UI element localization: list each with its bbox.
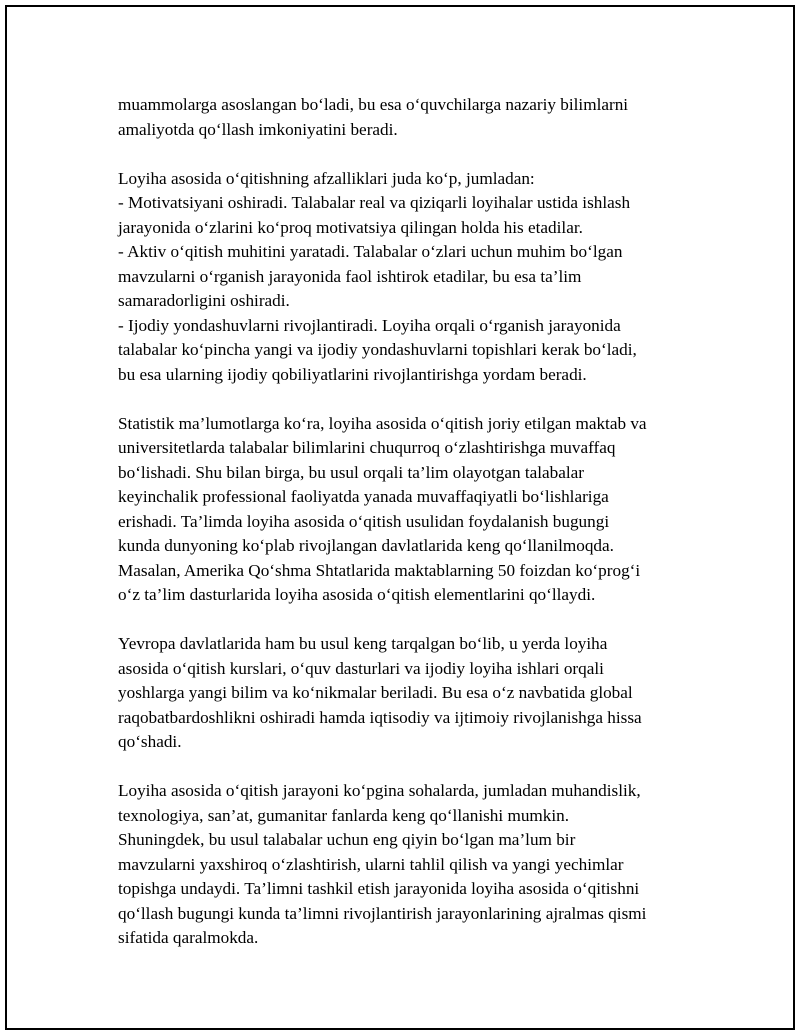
text-line: samaradorligini oshiradi.: [118, 291, 290, 310]
text-line: Loyiha asosida o‘qitish jarayoni ko‘pgina sohalarda, jumladan muhandislik,: [118, 781, 641, 800]
text-line: jarayonida o‘zlarini ko‘proq motivatsiya qilingan holda his etadilar.: [118, 217, 583, 237]
text-line: qo‘llash bugungi kunda ta’limni rivojlantirish jarayonlarining ajralmas qismi: [118, 903, 647, 923]
text-line: universitetlarda talabalar bilimlarini chuqurroq o‘zlashtirishga muvaffaq: [118, 438, 616, 457]
paragraph: [118, 93, 708, 142]
document-body: [118, 93, 708, 975]
text-line: qo‘shadi.: [118, 732, 182, 751]
text-line: asosida o‘qitish kurslari, o‘quv dasturlari va ijodiy loyiha ishlari orqali: [118, 658, 604, 678]
paragraph: [118, 779, 708, 951]
text-line: muammolarga asoslangan bo‘ladi, bu esa o‘quvchilarga nazariy bilimlarni: [118, 95, 629, 114]
text-line: - Motivatsiyani oshiradi. Talabalar real va qiziqarli loyihalar ustida ishlash: [118, 193, 631, 212]
text-line: - Aktiv o‘qitish muhitini yaratadi. Talabalar o‘zlari uchun muhim bo‘lgan: [118, 242, 623, 261]
text-line: keyinchalik professional faoliyatda yanada muvaffaqiyatli bo‘lishlariga: [118, 487, 609, 506]
text-line: kunda dunyoning ko‘plab rivojlangan davlatlarida keng qo‘llanilmoqda.: [118, 536, 614, 555]
text-line: talabalar ko‘pincha yangi va ijodiy yondashuvlarni topishlari kerak bo‘ladi,: [118, 340, 637, 359]
text-line: topishga undaydi. Ta’limni tashkil etish jarayonida loyiha asosida o‘qitishni: [118, 879, 640, 898]
text-line: Statistik ma’lumotlarga ko‘ra, loyiha asosida o‘qitish joriy etilgan maktab va: [118, 413, 647, 433]
text-line: mavzularni o‘rganish jarayonida faol ishtirok etadilar, bu esa ta’lim: [118, 266, 582, 286]
paragraph: [118, 412, 708, 608]
text-line: Masalan, Amerika Qo‘shma Shtatlarida maktablarning 50 foizdan ko‘prog‘i: [118, 560, 641, 580]
text-line: Yevropa davlatlarida ham bu usul keng tarqalgan bo‘lib, u yerda loyiha: [118, 634, 608, 653]
text-line: bu esa ularning ijodiy qobiliyatlarini rivojlantirishga yordam beradi.: [118, 364, 587, 384]
text-line: texnologiya, san’at, gumanitar fanlarda keng qo‘llanishi mumkin.: [118, 805, 570, 825]
text-line: raqobatbardoshlikni oshiradi hamda iqtisodiy va ijtimoiy rivojlanishga hissa: [118, 707, 642, 727]
text-line: sifatida qaralmokda.: [118, 928, 259, 947]
paragraph: [118, 167, 708, 388]
text-line: Shuningdek, bu usul talabalar uchun eng qiyin bo‘lgan ma’lum bir: [118, 830, 576, 849]
text-line: yoshlarga yangi bilim va ko‘nikmalar beriladi. Bu esa o‘z navbatida global: [118, 683, 633, 702]
text-line: erishadi. Ta’limda loyiha asosida o‘qitish usulidan foydalanish bugungi: [118, 511, 610, 531]
text-line: bo‘lishadi. Shu bilan birga, bu usul orqali ta’lim olayotgan talabalar: [118, 462, 585, 482]
text-line: o‘z ta’lim dasturlarida loyiha asosida o‘qitish elementlarini qo‘llaydi.: [118, 585, 596, 604]
text-line: mavzularni yaxshiroq o‘zlashtirish, ularni tahlil qilish va yangi yechimlar: [118, 854, 624, 874]
text-line: Loyiha asosida o‘qitishning afzalliklari juda ko‘p, jumladan:: [118, 168, 535, 188]
text-line: - Ijodiy yondashuvlarni rivojlantiradi. Loyiha orqali o‘rganish jarayonida: [118, 315, 621, 335]
paragraph: [118, 632, 708, 755]
text-line: amaliyotda qo‘llash imkoniyatini beradi.: [118, 119, 398, 139]
